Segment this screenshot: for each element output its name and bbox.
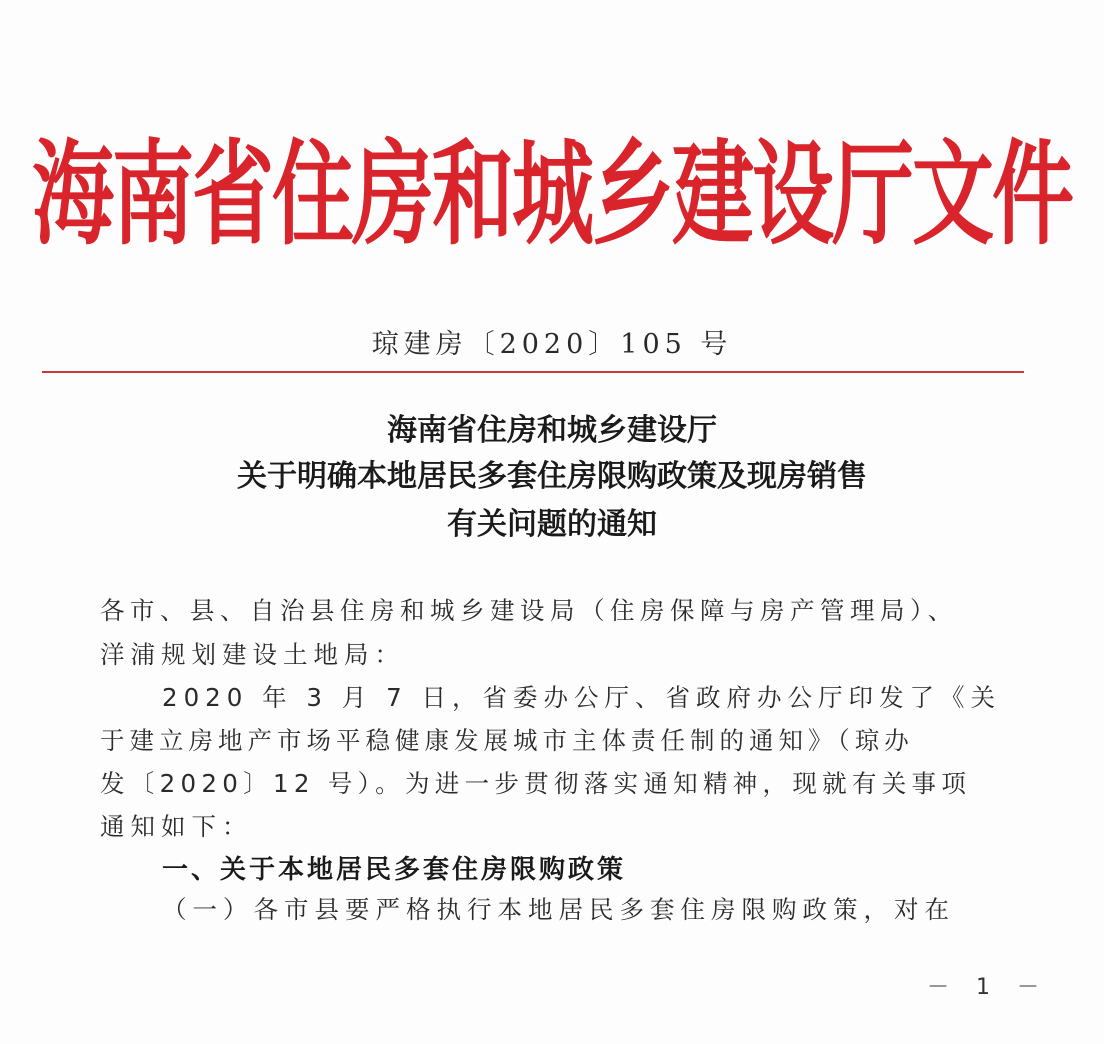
- notice-title-line-3: 有关问题的通知: [447, 507, 657, 542]
- section-heading: 一、关于本地居民多套住房限购政策: [162, 855, 627, 885]
- red-divider-line: [42, 371, 1024, 373]
- page-number: － 1 －: [927, 975, 1049, 1000]
- body-line: 通知如下：: [100, 812, 253, 841]
- body-line: 2020 年 3 月 7 日，省委办公厅、省政府办公厅印发了《关: [162, 683, 1001, 712]
- notice-title-line-1: 海南省住房和城乡建设厅: [387, 413, 717, 448]
- document-number: 琼建房〔2020〕105 号: [371, 329, 733, 360]
- body-line: 各市、县、自治县住房和城乡建设局（住房保障与房产管理局）、: [100, 596, 958, 625]
- body-line: 于建立房地产市场平稳健康发展城市主体责任制的通知》（琼办: [100, 726, 914, 755]
- body-line: 洋浦规划建设土地局：: [100, 640, 405, 669]
- masthead-title: 海南省住房和城乡建设厅文件: [31, 128, 1072, 262]
- body-line: （一）各市县要严格执行本地居民多套住房限购政策，对在: [162, 895, 955, 924]
- notice-title-line-2: 关于明确本地居民多套住房限购政策及现房销售: [237, 459, 867, 494]
- body-line: 发〔2020〕12 号）。为进一步贯彻落实通知精神，现就有关事项: [100, 769, 972, 798]
